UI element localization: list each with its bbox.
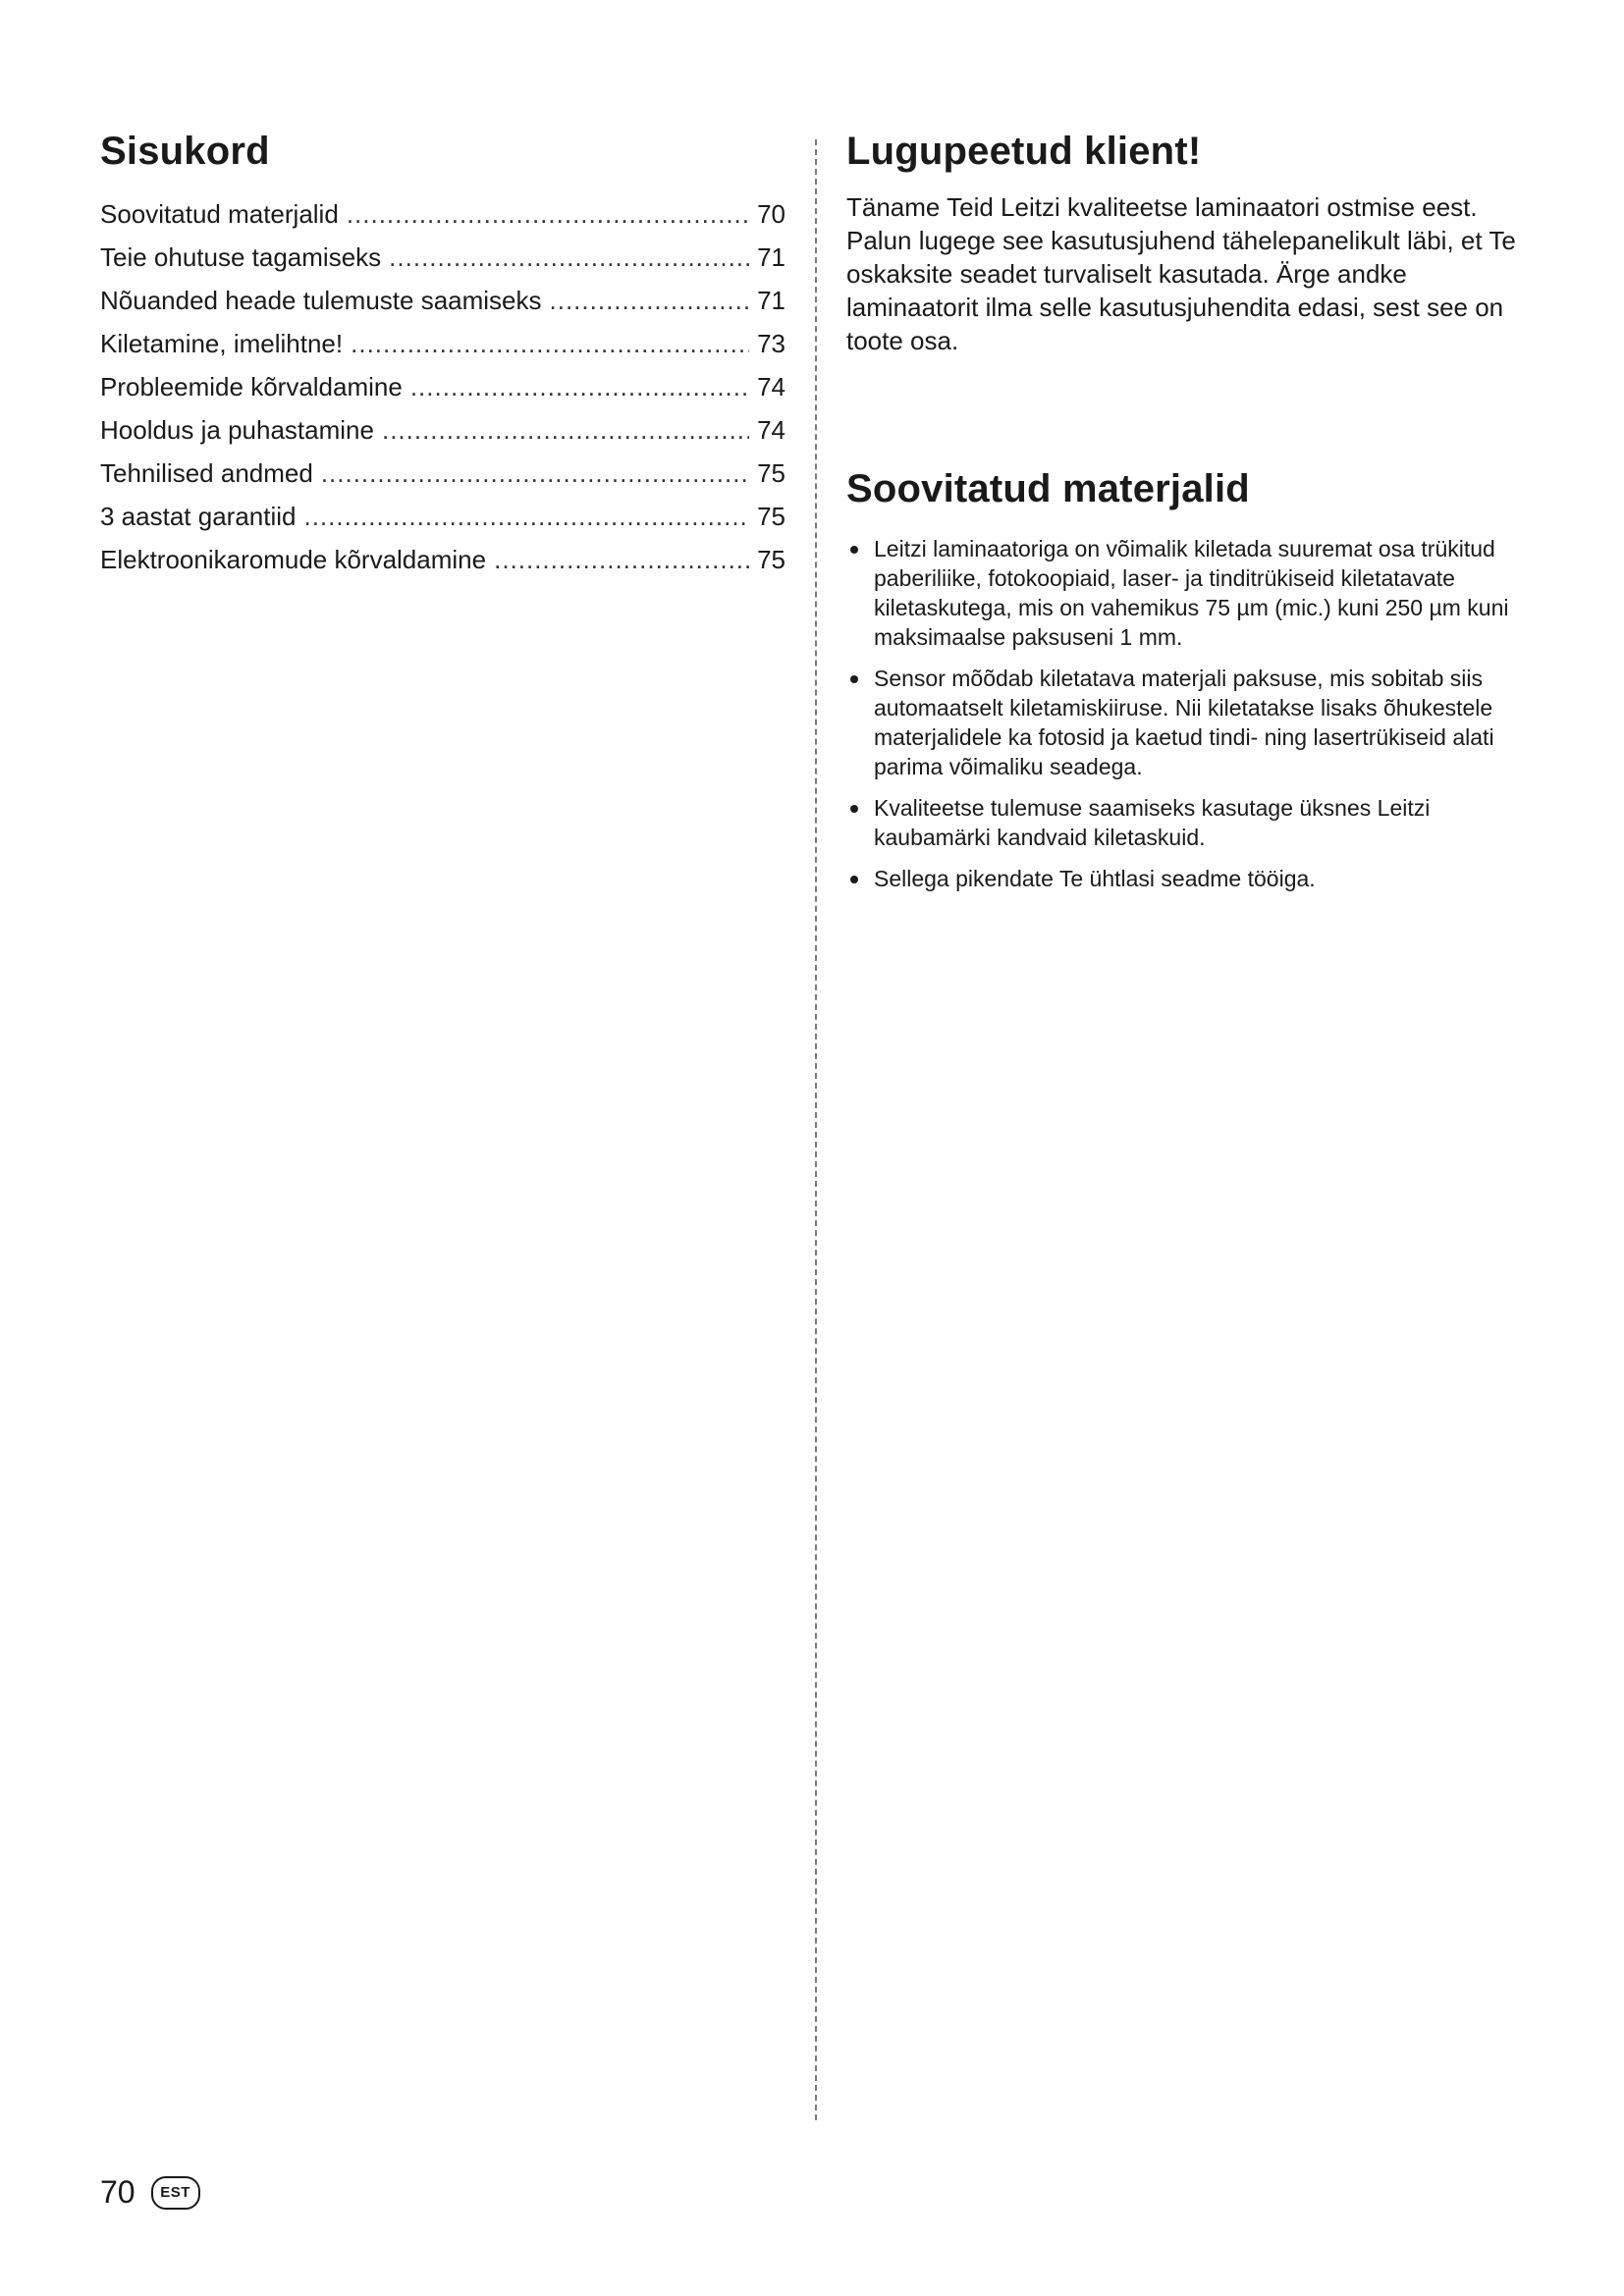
- list-item: [846, 864, 1522, 893]
- page-footer: [100, 2174, 200, 2211]
- toc-leader-dots: [303, 495, 749, 538]
- toc-entry[interactable]: [100, 452, 785, 495]
- materials-title: Soovitatud materjalid: [846, 467, 1250, 510]
- toc-entry[interactable]: [100, 408, 785, 452]
- bullet-icon: [850, 675, 858, 683]
- page-number: 70: [100, 2174, 135, 2210]
- greeting-title: Lugupeetud klient!: [846, 130, 1202, 173]
- toc-entry[interactable]: [100, 538, 785, 581]
- toc-leader-dots: [550, 279, 750, 322]
- toc-leader-dots: [389, 236, 749, 279]
- toc-leader-dots: [494, 538, 749, 581]
- list-item-text: Sellega pikendate Te ühtlasi seadme tööiga.: [874, 866, 1316, 891]
- toc-entry-label: Elektroonikaromude kõrvaldamine: [100, 545, 487, 574]
- toc-entry-label: 3 aastat garantiid: [100, 502, 297, 531]
- column-divider: [815, 139, 817, 2120]
- right-column: [846, 128, 1534, 905]
- list-item: [846, 534, 1522, 652]
- toc-entry[interactable]: [100, 236, 785, 279]
- toc-entry-page: 73: [757, 329, 785, 358]
- toc-leader-dots: [351, 322, 749, 365]
- toc-entry-label: Nõuanded heade tulemuste saamiseks: [100, 286, 542, 315]
- toc-entry-page: 70: [757, 199, 785, 229]
- toc-entry-label: Teie ohutuse tagamiseks: [100, 242, 382, 272]
- list-item-text: Kvaliteetse tulemuse saamiseks kasutage üksnes Leitzi kaubamärki kandvaid kiletaskuid.: [874, 795, 1431, 850]
- toc-entry[interactable]: [100, 495, 785, 538]
- list-item: [846, 793, 1522, 852]
- toc-entry[interactable]: [100, 279, 785, 322]
- toc-entry-page: 74: [757, 415, 785, 445]
- toc-entry-label: Hooldus ja puhastamine: [100, 415, 374, 445]
- toc-entry-page: 74: [757, 372, 785, 401]
- toc-entry-label: Tehnilised andmed: [100, 458, 313, 488]
- bullet-icon: [850, 805, 858, 813]
- toc-entry-page: 75: [757, 458, 785, 488]
- toc-entry-label: Probleemide kõrvaldamine: [100, 372, 403, 401]
- toc-leader-dots: [382, 408, 749, 452]
- toc-entry-label: Soovitatud materjalid: [100, 199, 339, 229]
- list-item: [846, 664, 1522, 781]
- toc-entry[interactable]: [100, 322, 785, 365]
- toc-entry-label: Kiletamine, imelihtne!: [100, 329, 344, 358]
- greeting-text: Täname Teid Leitzi kvaliteetse laminaatori ostmise eest. Palun lugege see kasutusjuhend tähelepanelikult läbi, et Te oskaksite seadet turvaliselt kasutada. Ärge andke laminaatorit ilma selle kasutusjuhendita edasi, sest see on toote osa.: [846, 192, 1516, 355]
- toc-title: Sisukord: [100, 130, 270, 173]
- list-item-text: Sensor mõõdab kiletatava materjali paksuse, mis sobitab siis automaatselt kiletamiskiiruse. Nii kiletatakse lisaks õhukestele materjalidele ka fotosid ja kaetud tindi- ning lasertrükiseid alati parima võimaliku seadega.: [874, 666, 1494, 779]
- toc-entry-page: 75: [757, 502, 785, 531]
- toc-entry-page: 71: [757, 242, 785, 272]
- toc-leader-dots: [347, 192, 749, 236]
- language-badge: EST: [151, 2176, 200, 2210]
- toc-leader-dots: [321, 452, 749, 495]
- table-of-contents: [100, 192, 785, 581]
- toc-entry[interactable]: [100, 192, 785, 236]
- toc-entry[interactable]: [100, 365, 785, 408]
- list-item-text: Leitzi laminaatoriga on võimalik kiletada suuremat osa trükitud paberiliike, fotokoopiaid, laser- ja tinditrükiseid kiletatavate kiletaskutega, mis on vahemikus 75 µm (mic.) kuni 250 µm kuni maksimaalse paksuseni 1 mm.: [874, 536, 1509, 650]
- toc-entry-page: 71: [757, 286, 785, 315]
- bullet-icon: [850, 546, 858, 554]
- toc-entry-page: 75: [757, 545, 785, 574]
- bullet-icon: [850, 876, 858, 883]
- toc-leader-dots: [410, 365, 749, 408]
- materials-list: [846, 534, 1534, 893]
- left-column: [100, 128, 785, 581]
